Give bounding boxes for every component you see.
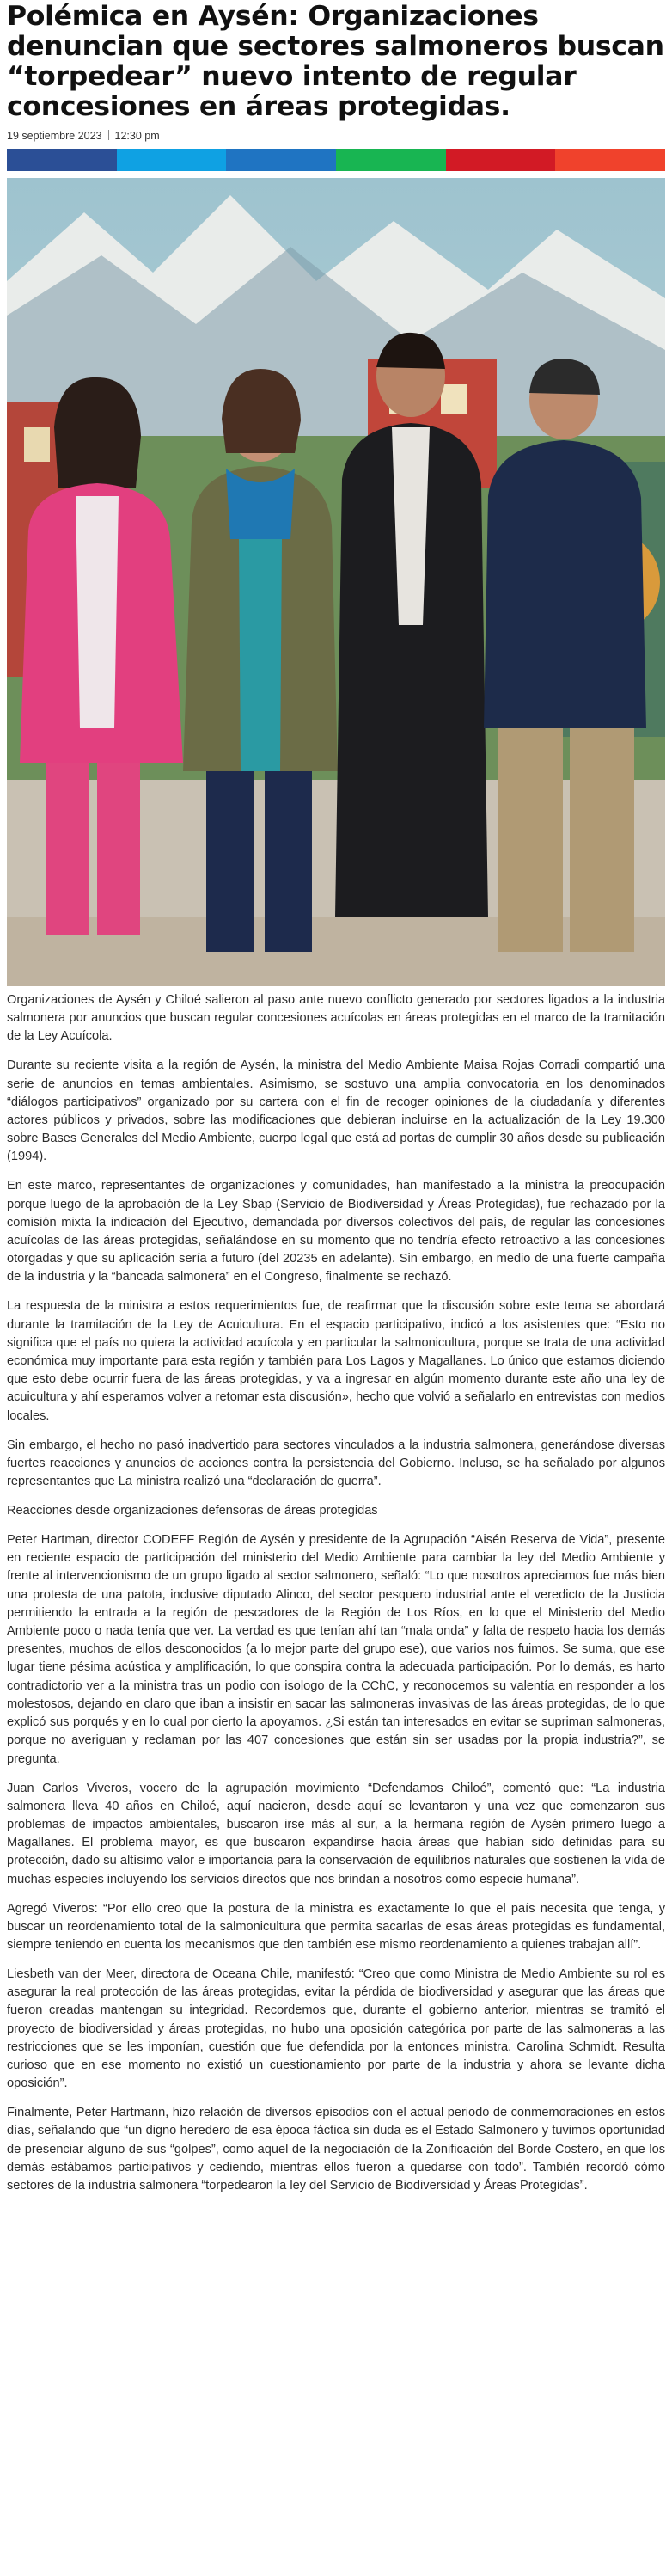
color-segment: [336, 149, 446, 171]
article-paragraph: Durante su reciente visita a la región de Aysén, la ministra del Medio Ambiente Maisa Rojas Corradi compartió una serie de anuncios en temas ambientales. Asimismo, se sostuvo una amplia convocatoria en los denominados “diálogos participativos” organizado por su cartera con el fin de recoger opiniones de la ciudadanía y diferentes actores públicos y privados, sobre las modificaciones que debieran incluirse en la actualización de la Ley 19.300 sobre Bases Generales del Medio Ambiente, cuerpo legal que está ad portas de cumplir 30 años desde su publicación (1994).: [7, 1058, 665, 1164]
article-meta: [7, 129, 665, 143]
article-paragraph: Juan Carlos Viveros, vocero de la agrupación movimiento “Defendamos Chiloé”, comentó que: “La industria salmonera lleva 40 años en Chiloé, aquí nacieron, desde aquí se levantaron y una vez que comenzaron sus problemas de impactos ambientales, buscaron irse más al sur, a la hermana región de Aysén primero luego a Magallanes. El problema mayor, es que buscaron expandirse hacia áreas que habían sido definidas para su protección, dado su altísimo valor e importancia para la conservación de equilibrios naturales que sostienen la vida de muchas especies incluyendo los servicios directos que nos brindan a nosotros como especie humana”.: [7, 1781, 665, 1886]
section-subheading: Reacciones desde organizaciones defensoras de áreas protegidas: [7, 1504, 378, 1518]
article-time: 12:30 pm: [114, 130, 160, 142]
article-paragraph: Liesbeth van der Meer, directora de Oceana Chile, manifestó: “Creo que como Ministra de Medio Ambiente su rol es asegurar la real protección de las áreas protegidas, evitar la pérdida de biodiversidad y asegurar que las áreas que fueron creadas mantengan su integridad. Recordemos que, durante el gobierno anterior, mientras se tramitó el proyecto de biodiversidad y áreas protegidas, no hubo una oposición categórica por parte de las salmoneras a las restricciones que se les imponían, cuestión que fue defendida por la entonces ministra, Carolina Schmidt. Resulta curioso que en ese momento no existió un cuestionamiento por parte de la industria y ahora se levante dicha oposición”.: [7, 1966, 665, 2091]
article-paragraph: La respuesta de la ministra a estos requerimientos fue, de reafirmar que la discusión sobre este tema se abordará durante la tramitación de la Ley de Acuicultura. En el espacio participativo, indicó a los asistentes que: “Esto no significa que el país no quiera la actividad acuícola y en particular la salmonicultura, porque se trata de una actividad económica muy importante para esta región y también para Los Lagos y Magallanes. Lo único que estamos diciendo que esto debe ocurrir fuera de las áreas protegidas, y va a ingresar en algún momento durante este año una ley de acuicultura y ahí esperamos volver a retomar esta discusión», hecho que volvió a señalarlo en entrevistas con medios locales.: [7, 1299, 665, 1423]
color-segment: [446, 149, 556, 171]
article-title: Polémica en Aysén: Organizaciones denuncian que sectores salmoneros buscan “torpedear” nuevo intento de regular concesiones en áreas protegidas.: [7, 1, 664, 122]
color-segment: [226, 149, 336, 171]
brand-color-bar: [7, 149, 665, 171]
article-body: [7, 991, 665, 2195]
article-paragraph: Agregó Viveros: “Por ello creo que la postura de la ministra es exactamente lo que el país necesita que tenga, y buscar un reordenamiento total de la salmonicultura que permita sacarlas de esas áreas protegidas es fundamental, siempre teniendo en cuenta los mecanismos que den también ese mismo reordenamiento a quienes trabajan allí”.: [7, 1901, 665, 1952]
article-paragraph: Sin embargo, el hecho no pasó inadvertido para sectores vinculados a la industria salmonera, generándose diversas fuertes reacciones y anuncios de acciones contra la persistencia del Gobierno. Incluso, se ha señalado por algunos representantes que La ministra realizó una “declaración de guerra”.: [7, 1438, 665, 1489]
meta-divider: [108, 130, 109, 140]
hero-photo: [7, 178, 665, 986]
article-paragraph: Finalmente, Peter Hartmann, hizo relación de diversos episodios con el actual periodo de conmemoraciones en estos días, señalando que “un digno heredero de esa época fáctica sin duda es el Estado Salmonero y tuvimos oportunidad de presenciar alguno de sus “golpes”, como aquel de la negociación de la Zonificación del Borde Costero, en que los demás estábamos participativos y cediendo, mientras ellos fueron a quedarse con todo”. También recordó cómo sectores de la industria salmonera “torpedearon la ley del Servicio de Biodiversidad y Áreas Protegidas”.: [7, 2106, 665, 2193]
article-paragraph: En este marco, representantes de organizaciones y comunidades, han manifestado a la ministra la preocupación porque luego de la aprobación de la Ley Sbap (Servicio de Biodiversidad y Áreas Protegidas), fue rechazado por la comisión mixta la indicación del Ejecutivo, demandada por diversos colectivos del país, de regular las concesiones acuícolas de las áreas protegidas, señalándose en su momento que no tendría efecto retroactivo a las concesiones otorgadas y que su aplicación sería a futuro (del 20235 en adelante). Sin embargo, en medio de una fuerte campaña de la industria y la “bancada salmonera” en el Congreso, finalmente se rechazó.: [7, 1179, 665, 1285]
color-segment: [7, 149, 117, 171]
photo-illustration: [7, 178, 665, 986]
color-segment: [555, 149, 665, 171]
article-date: 19 septiembre 2023: [7, 130, 102, 142]
article: [7, 0, 665, 2206]
color-segment: [117, 149, 227, 171]
article-paragraph: Peter Hartman, director CODEFF Región de Aysén y presidente de la Agrupación “Aisén Reserva de Vida”, presente en reciente espacio de participación del ministerio del Medio Ambiente para cambiar la ley del Medio Ambiente y frente al intervencionismo de un grupo ligado al sector salmonero, señaló: “Lo que nosotros apreciamos fue más bien una protesta de una patota, inclusive diputado Alinco, del sector pesquero industrial ante el veredicto de la Justicia permitiendo la entrada a la región de pescadores de la Región de Los Ríos, en lo que el Ministerio del Medio Ambiente poco o nada tenía que ver. La verdad es que tenían ahí tan “mala onda” y falta de respeto hacia los demás presentes, muchos de ellos desconocidos (a lo mejor parte del grupo ese), que varios nos fuimos. Se suma, que ese lugar tiene pésima acústica y amplificación, lo que conspira contra la adecuada participación. Por lo demás, es harto contradictorio ver a la ministra tras un podio con isologo de la CChC, y reconocemos su valentía en responder a los molestosos, dejando en claro que iban a insistir en sacar las salmoneras invasivas de las áreas protegidas, de lo que explicó sus porqués y en lo cual por cierto la apoyamos. ¿Si están tan interesados en evitar se supriman salmoneras, porque no averiguan y reclaman por las 407 concesiones que están sin ser usadas por la propia industria?”, se pregunta.: [7, 1533, 665, 1766]
photo-caption: Organizaciones de Aysén y Chiloé salieron al paso ante nuevo conflicto generado por sectores ligados a la industria salmonera por anuncios que buscan regular concesiones acuícolas en áreas protegidas en el marco de la tramitación de la Ley Acuícola.: [7, 993, 665, 1044]
